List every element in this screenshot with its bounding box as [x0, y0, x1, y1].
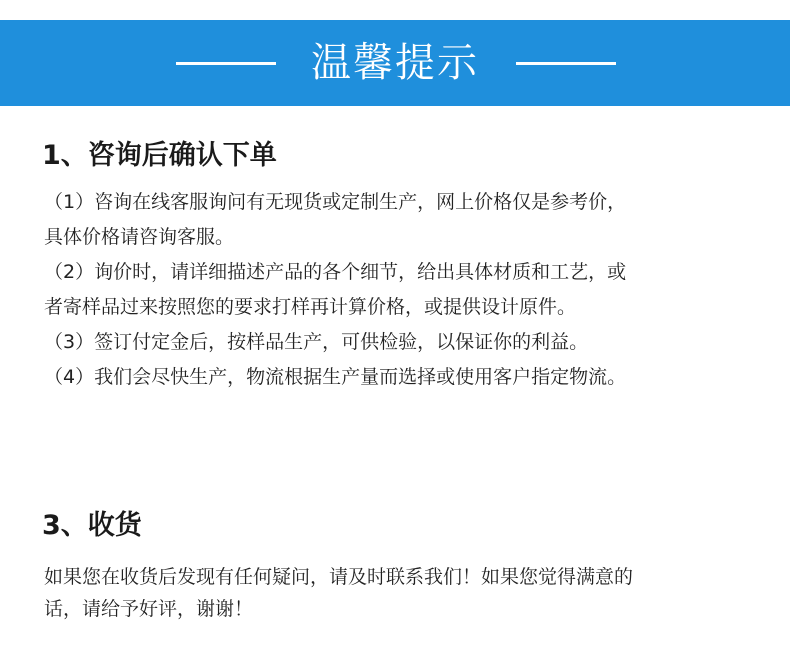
banner-decorative-line-right [516, 62, 616, 65]
banner-title: 温馨提示 [311, 40, 479, 86]
section1-line-1: （1）咨询在线客服询问有无现货或定制生产，网上价格仅是参考价， [44, 191, 627, 213]
notice-banner [0, 20, 790, 106]
banner-decorative-line-left [176, 62, 276, 65]
section3-line-1: 如果您在收货后发现有任何疑问，请及时联系我们！如果您觉得满意的 [44, 566, 634, 588]
section1-line-5: （3）签订付定金后，按样品生产，可供检验，以保证你的利益。 [44, 331, 589, 353]
section3-line-2: 话，请给予好评，谢谢！ [44, 598, 254, 620]
section-heading-confirm-order: 1、咨询后确认下单 [42, 140, 277, 171]
section1-line-2: 具体价格请咨询客服。 [44, 226, 235, 248]
section1-line-3: （2）询价时，请详细描述产品的各个细节，给出具体材质和工艺，或 [44, 261, 627, 283]
section1-line-6: （4）我们会尽快生产，物流根据生产量而选择或使用客户指定物流。 [44, 366, 627, 388]
section1-line-4: 者寄样品过来按照您的要求打样再计算价格，或提供设计原件。 [44, 296, 577, 318]
section-heading-receipt: 3、收货 [42, 510, 142, 541]
